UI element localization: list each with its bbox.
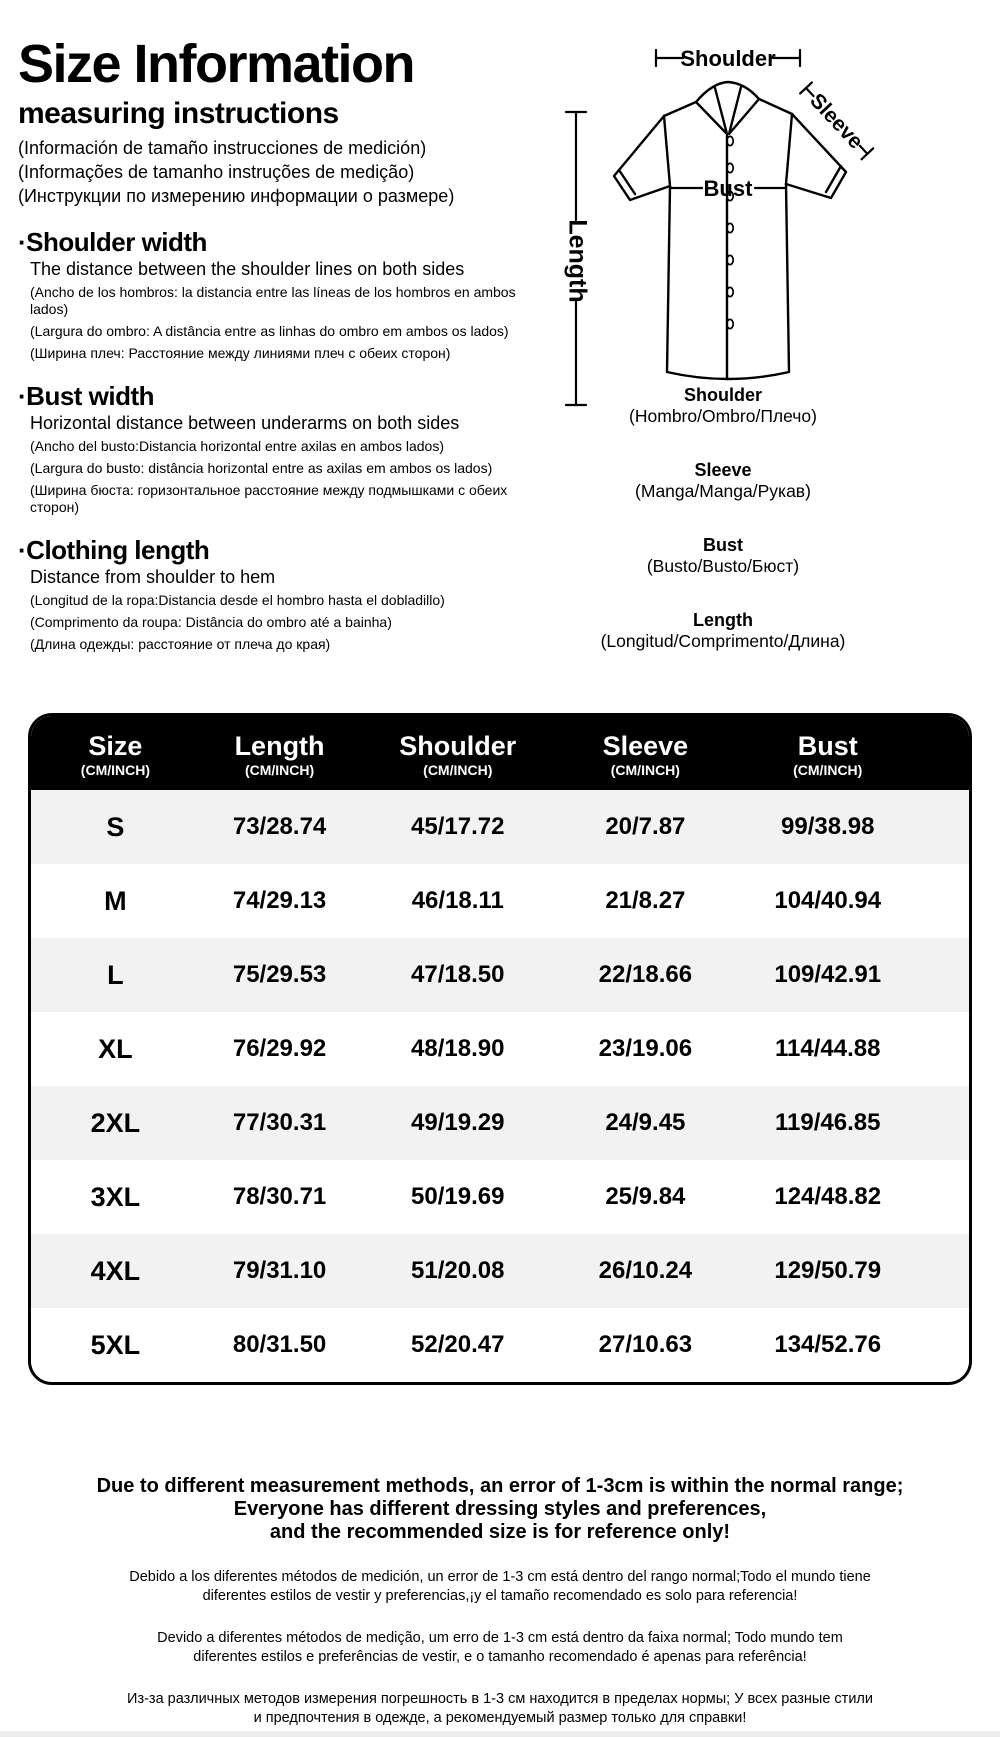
bust-cell: 104/40.94 [774, 887, 882, 914]
section-title-text: Shoulder width [26, 226, 207, 257]
subtitle-translation-es: (Información de tamaño instrucciones de medición) [18, 137, 427, 158]
shirt-sleeve-left [614, 116, 670, 200]
legend-translation: (Longitud/Comprimento/Длина) [600, 631, 846, 651]
legend-term: Sleeve [694, 460, 752, 480]
disclaimer-english-line: and the recommended size is for reference only! [269, 1521, 731, 1543]
column-header-sleeve [556, 716, 734, 790]
table-row-l [31, 938, 969, 1012]
section-bullet: · [18, 226, 27, 257]
sleeve-cell: 20/7.87 [605, 813, 686, 840]
section-title-text: Clothing length [26, 534, 210, 565]
length-cell: 77/30.31 [232, 1109, 327, 1136]
shoulder-measure-label: Shoulder [680, 46, 776, 71]
disclaimer-spanish [0, 1568, 1000, 1605]
bust-measure-label: Bust [703, 176, 753, 201]
table-row-4xl [31, 1234, 969, 1308]
shirt-cuff-right [826, 166, 841, 192]
unit-label: (CM/INCH) [610, 762, 680, 778]
length-cell: 80/31.50 [232, 1331, 327, 1358]
legend-item-sleeve [556, 460, 890, 502]
sleeve-cell: 22/18.66 [598, 961, 693, 988]
shoulder-cell: 50/19.69 [411, 1183, 505, 1210]
size-cell: 5XL [90, 1329, 141, 1360]
sleeve-cell: 23/19.06 [598, 1035, 693, 1062]
disclaimer-russian [0, 1690, 1000, 1727]
table-row-5xl [31, 1308, 969, 1382]
section-description: Horizontal distance between underarms on both sides [30, 412, 460, 433]
section-translation-pt: (Comprimento da roupa: Distância do ombro até a bainha) [30, 613, 392, 630]
unit-label: (CM/INCH) [80, 762, 151, 778]
shoulder-cell: 46/18.11 [411, 887, 504, 914]
legend-item-shoulder [556, 385, 890, 427]
page-title: Size Information [18, 34, 415, 94]
bust-cell: 124/48.82 [774, 1183, 882, 1210]
table-row-2xl [31, 1086, 969, 1160]
length-measure-label: Length [563, 219, 592, 303]
section-title [18, 228, 556, 256]
shoulder-cell: 49/19.29 [411, 1109, 505, 1136]
subtitle-translation-ru: (Инструкции по измерению информации о размере) [18, 185, 455, 206]
table-row-m [31, 864, 969, 938]
disclaimer-spanish-line: diferentes estilos de vestir y preferencias,¡y el tamaño recomendado es solo para referencia! [202, 1587, 798, 1604]
disclaimer-portuguese [0, 1629, 1000, 1666]
section-translations [18, 284, 556, 362]
column-header-shoulder [359, 716, 556, 790]
shirt-armhole-right [786, 114, 792, 184]
section-description: The distance between the shoulder lines on both sides [30, 258, 465, 279]
bust-measure [670, 176, 786, 201]
unit-label: (CM/INCH) [244, 762, 315, 778]
size-cell: M [104, 885, 127, 916]
page-subtitle: measuring instructions [18, 96, 339, 130]
size-cell: XL [98, 1033, 133, 1064]
length-cell: 76/29.92 [232, 1035, 327, 1062]
disclaimer-portuguese-line: Devido a diferentes métodos de medição, um erro de 1-3 cm está dentro da faixa normal; Todo mundo tem [157, 1630, 843, 1646]
unit-label: (CM/INCH) [793, 762, 863, 778]
subtitle-translation-pt: (Informações de tamanho instruções de medição) [18, 161, 415, 182]
length-cell: 74/29.13 [232, 887, 327, 914]
length-measure [563, 112, 591, 405]
shirt-measurement-diagram [556, 28, 1000, 413]
shirt-shoulder-left [664, 102, 696, 116]
sleeve-cell: 26/10.24 [598, 1257, 693, 1284]
disclaimer-english [0, 1475, 1000, 1544]
size-table [31, 716, 969, 1382]
sleeve-measure-label: Sleeve [805, 89, 868, 154]
table-row-3xl [31, 1160, 969, 1234]
disclaimer-spanish-line: Debido a los diferentes métodos de medición, un error de 1-3 cm está dentro del rango normal;Todo el mundo tiene [129, 1569, 871, 1585]
section-bust-width [18, 382, 556, 516]
sleeve-cell: 24/9.45 [605, 1109, 686, 1136]
bust-cell: 99/38.98 [781, 813, 875, 840]
shirt-collar-flap-left [696, 88, 727, 134]
legend-translation: (Hombro/Ombro/Плечо) [629, 406, 817, 426]
section-translation-ru: (Длина одежды: расстояние от плеча до края) [30, 635, 331, 652]
disclaimer-english-line: Everyone has different dressing styles and preferences, [233, 1498, 767, 1520]
size-cell: 4XL [90, 1255, 141, 1286]
table-row-xl [31, 1012, 969, 1086]
table-row-s [31, 790, 969, 864]
disclaimer-english-line: Due to different measurement methods, an error of 1-3cm is within the normal range; [96, 1475, 904, 1497]
section-title-text: Bust width [26, 380, 155, 411]
size-table-header [31, 716, 969, 790]
legend-term: Bust [703, 535, 743, 555]
section-bullet: · [18, 380, 27, 411]
measurement-legend [556, 385, 890, 685]
section-translation-ru: (Ширина бюста: горизонтальное расстояние между подмышками с обеих сторон) [30, 481, 508, 515]
size-cell: L [107, 959, 124, 990]
length-cell: 79/31.10 [232, 1257, 327, 1284]
section-translations [18, 438, 556, 516]
size-cell: 3XL [90, 1181, 141, 1212]
length-cell: 73/28.74 [232, 813, 327, 840]
shirt-collar-band [696, 82, 759, 102]
bust-cell: 119/46.85 [775, 1109, 881, 1136]
bust-cell: 129/50.79 [774, 1257, 882, 1284]
shoulder-cell: 48/18.90 [411, 1035, 505, 1062]
size-cell: 2XL [90, 1107, 141, 1138]
section-translation-pt: (Largura do ombro: A distância entre as linhas do ombro em ambos os lados) [30, 322, 509, 339]
shoulder-cell: 47/18.50 [411, 961, 505, 988]
shirt-outline [614, 82, 846, 379]
bottom-strip [0, 1731, 1000, 1737]
section-description: Distance from shoulder to hem [30, 566, 276, 587]
sleeve-cell: 27/10.63 [598, 1331, 693, 1358]
length-cell: 78/30.71 [232, 1183, 327, 1210]
legend-term: Shoulder [683, 385, 762, 405]
shoulder-measure [656, 46, 800, 71]
section-shoulder-width [18, 228, 556, 362]
disclaimer-russian-line: и предпочтения в одежде, а рекомендуемый размер только для справки! [253, 1709, 747, 1726]
shirt-shoulder-right [759, 99, 792, 114]
sleeve-cell: 25/9.84 [605, 1183, 686, 1210]
column-label: Sleeve [602, 731, 689, 761]
column-label: Size [88, 731, 143, 761]
shirt-armhole-left [664, 116, 670, 186]
section-translation-es: (Longitud de la ropa:Distancia desde el hombro hasta el dobladillo) [30, 591, 445, 608]
section-translations [18, 592, 556, 653]
column-label: Bust [797, 731, 858, 761]
legend-translation: (Manga/Manga/Рукав) [635, 481, 811, 501]
shirt-cuff-left [619, 170, 635, 194]
legend-item-bust [556, 535, 890, 577]
section-title [18, 382, 556, 410]
sleeve-measure [797, 80, 875, 162]
column-label: Length [234, 731, 325, 761]
shoulder-cell: 52/20.47 [411, 1331, 505, 1358]
section-clothing-length [18, 536, 556, 653]
bust-cell: 109/42.91 [774, 961, 882, 988]
size-table-body [31, 790, 969, 1382]
disclaimer-russian-line: Из-за различных методов измерения погрешность в 1-3 см находится в пределах нормы; У всех разные стили [127, 1691, 873, 1707]
section-translation-es: (Ancho de los hombros: la distancia entre las líneas de los hombros en ambos lados) [30, 283, 516, 317]
legend-term: Length [693, 610, 753, 630]
section-translation-ru: (Ширина плеч: Расстояние между линиями плеч с обеих сторон) [30, 344, 451, 361]
legend-translation: (Busto/Busto/Бюст) [646, 556, 800, 576]
column-label: Shoulder [399, 731, 517, 761]
left-column [0, 0, 556, 713]
top-area [0, 0, 1000, 713]
section-title [18, 536, 556, 564]
bust-cell: 114/44.88 [775, 1035, 881, 1062]
section-translation-es: (Ancho del busto:Distancia horizontal entre axilas en ambos lados) [30, 437, 445, 454]
shoulder-cell: 45/17.72 [411, 813, 505, 840]
shoulder-cell: 51/20.08 [411, 1257, 505, 1284]
section-bullet: · [18, 534, 27, 565]
subtitle-translations [18, 136, 556, 208]
section-translation-pt: (Largura do busto: distância horizontal entre as axilas em ambos os lados) [30, 459, 493, 476]
column-header-bust [734, 716, 969, 790]
column-header-length [200, 716, 359, 790]
disclaimer-portuguese-line: diferentes estilos e preferências de vestir, e o tamanho recomendado é apenas para referência! [193, 1648, 807, 1665]
right-column [556, 0, 1000, 713]
length-cell: 75/29.53 [232, 961, 327, 988]
disclaimer [0, 1475, 1000, 1727]
size-cell: S [106, 811, 125, 842]
legend-item-length [556, 610, 890, 652]
sleeve-cell: 21/8.27 [605, 887, 686, 914]
size-table-wrapper [28, 713, 972, 1385]
unit-label: (CM/INCH) [423, 762, 493, 778]
bust-cell: 134/52.76 [774, 1331, 882, 1358]
column-header-size [31, 716, 200, 790]
